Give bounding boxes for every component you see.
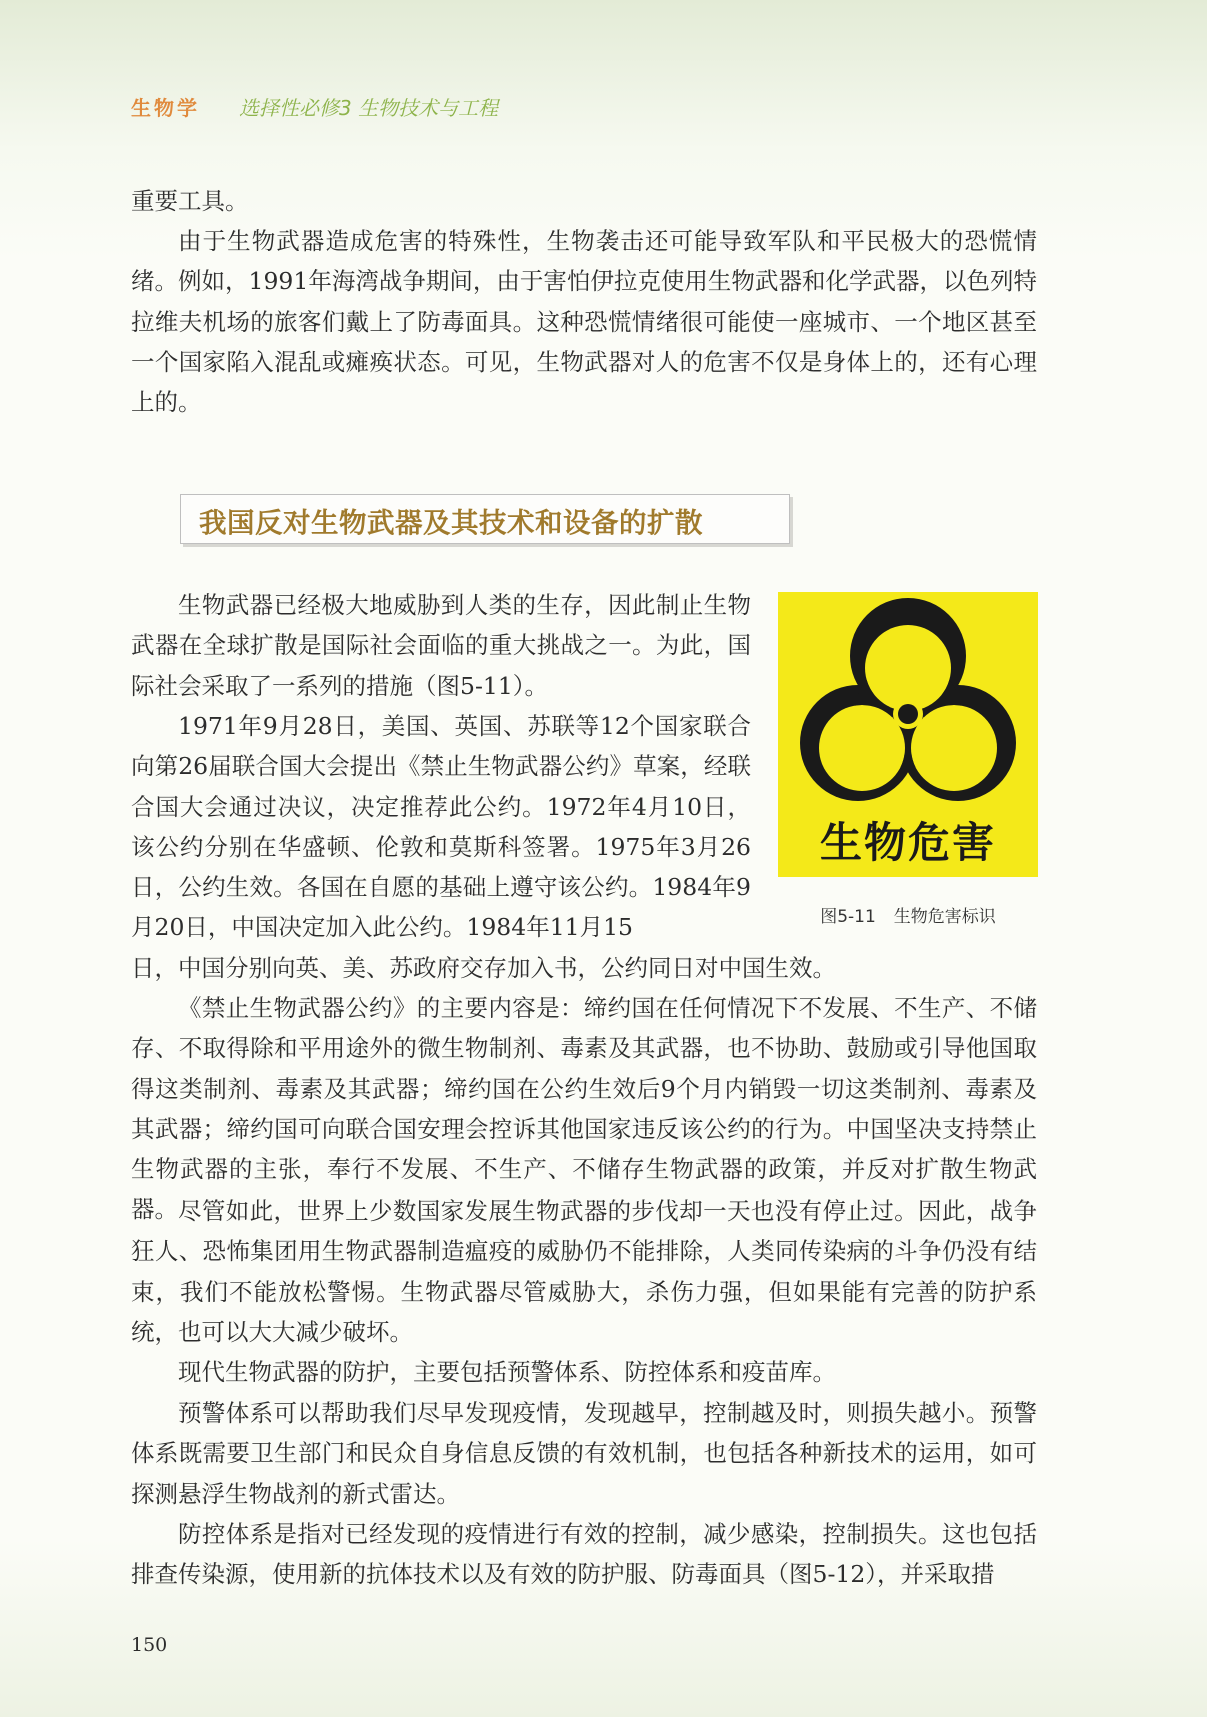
biohazard-figure [778,592,1038,877]
paragraph-body-2: 尽管如此，世界上少数国家发展生物武器的步伐却一天也没有停止过。因此，战争狂人、恐怖集团用生物武器制造瘟疫的威胁仍不能排除，人类同传染病的斗争仍没有结束，我们不能放松警惕。生物武器尽管威胁大，杀伤力强，但如果能有完善的防护系统，也可以大大减少破坏。 [131,1197,1037,1346]
paragraph-wrap-1: 生物武器已经极大地威胁到人类的生存，因此制止生物武器在全球扩散是国际社会面临的重大挑战之一。为此，国际社会采取了一系列的措施（图5-11）。 [131,591,751,700]
paragraph-body-4: 预警体系可以帮助我们尽早发现疫情，发现越早，控制越及时，则损失越小。预警体系既需要卫生部门和民众自身信息反馈的有效机制，也包括各种新技术的运用，如可探测悬浮生物战剂的新式雷达。 [131,1399,1037,1508]
biohazard-icon [778,592,1038,812]
header-subject: 生物学 [131,96,200,120]
header-course: 选择性必修3 生物技术与工程 [239,96,499,120]
biohazard-sign-text: 生物危害 [819,818,996,867]
paragraph-body-5: 防控体系是指对已经发现的疫情进行有效的控制，减少感染，控制损失。这也包括排查传染源，使用新的抗体技术以及有效的防护服、防毒面具（图5-12），并采取措 [131,1520,1037,1589]
figure-caption-text: 生物危害标识 [893,907,996,927]
figure-caption-number: 图5-11 [820,907,876,927]
page-number: 150 [131,1634,168,1656]
paragraph-body-1: 《禁止生物武器公约》的主要内容是：缔约国在任何情况下不发展、不生产、不储存、不取得除和平用途外的微生物制剂、毒素及其武器，也不协助、鼓励或引导他国取得这类制剂、毒素及其武器；缔约国在公约生效后9个月内销毁一切这类制剂、毒素及其武器；缔约国可向联合国安理会控诉其他国家违反该公约的行为。中国坚决支持禁止生物武器的主张，奉行不发展、不生产、不储存生物武器的政策，并反对扩散生物武器。 [131,994,1037,1224]
paragraph-body-3: 现代生物武器的防护，主要包括预警体系、防控体系和疫苗库。 [178,1358,836,1386]
section-title: 我国反对生物武器及其技术和设备的扩散 [199,507,703,539]
figure-caption [778,902,1038,927]
paragraph-intro-2: 由于生物武器造成危害的特殊性，生物袭击还可能导致军队和平民极大的恐慌情绪。例如，1991年海湾战争期间，由于害怕伊拉克使用生物武器和化学武器，以色列特拉维夫机场的旅客们戴上了防毒面具。这种恐慌情绪很可能使一座城市、一个地区甚至一个国家陷入混乱或瘫痪状态。可见，生物武器对人的危害不仅是身体上的，还有心理上的。 [131,227,1037,417]
paragraph-wrap-2: 1971年9月28日，美国、英国、苏联等12个国家联合向第26届联合国大会提出《禁止生物武器公约》草案，经联合国大会通过决议，决定推荐此公约。1972年4月10日，该公约分别在华盛顿、伦敦和莫斯科签署。1975年3月26日，公约生效。各国在自愿的基础上遵守该公约。1984年9月20日，中国决定加入此公约。1984年11月15 [131,712,751,942]
paragraph-intro-1: 重要工具。 [131,187,249,215]
section-heading-box [180,494,790,544]
paragraph-continuation: 日，中国分别向英、美、苏政府交存加入书，公约同日对中国生效。 [131,954,836,982]
